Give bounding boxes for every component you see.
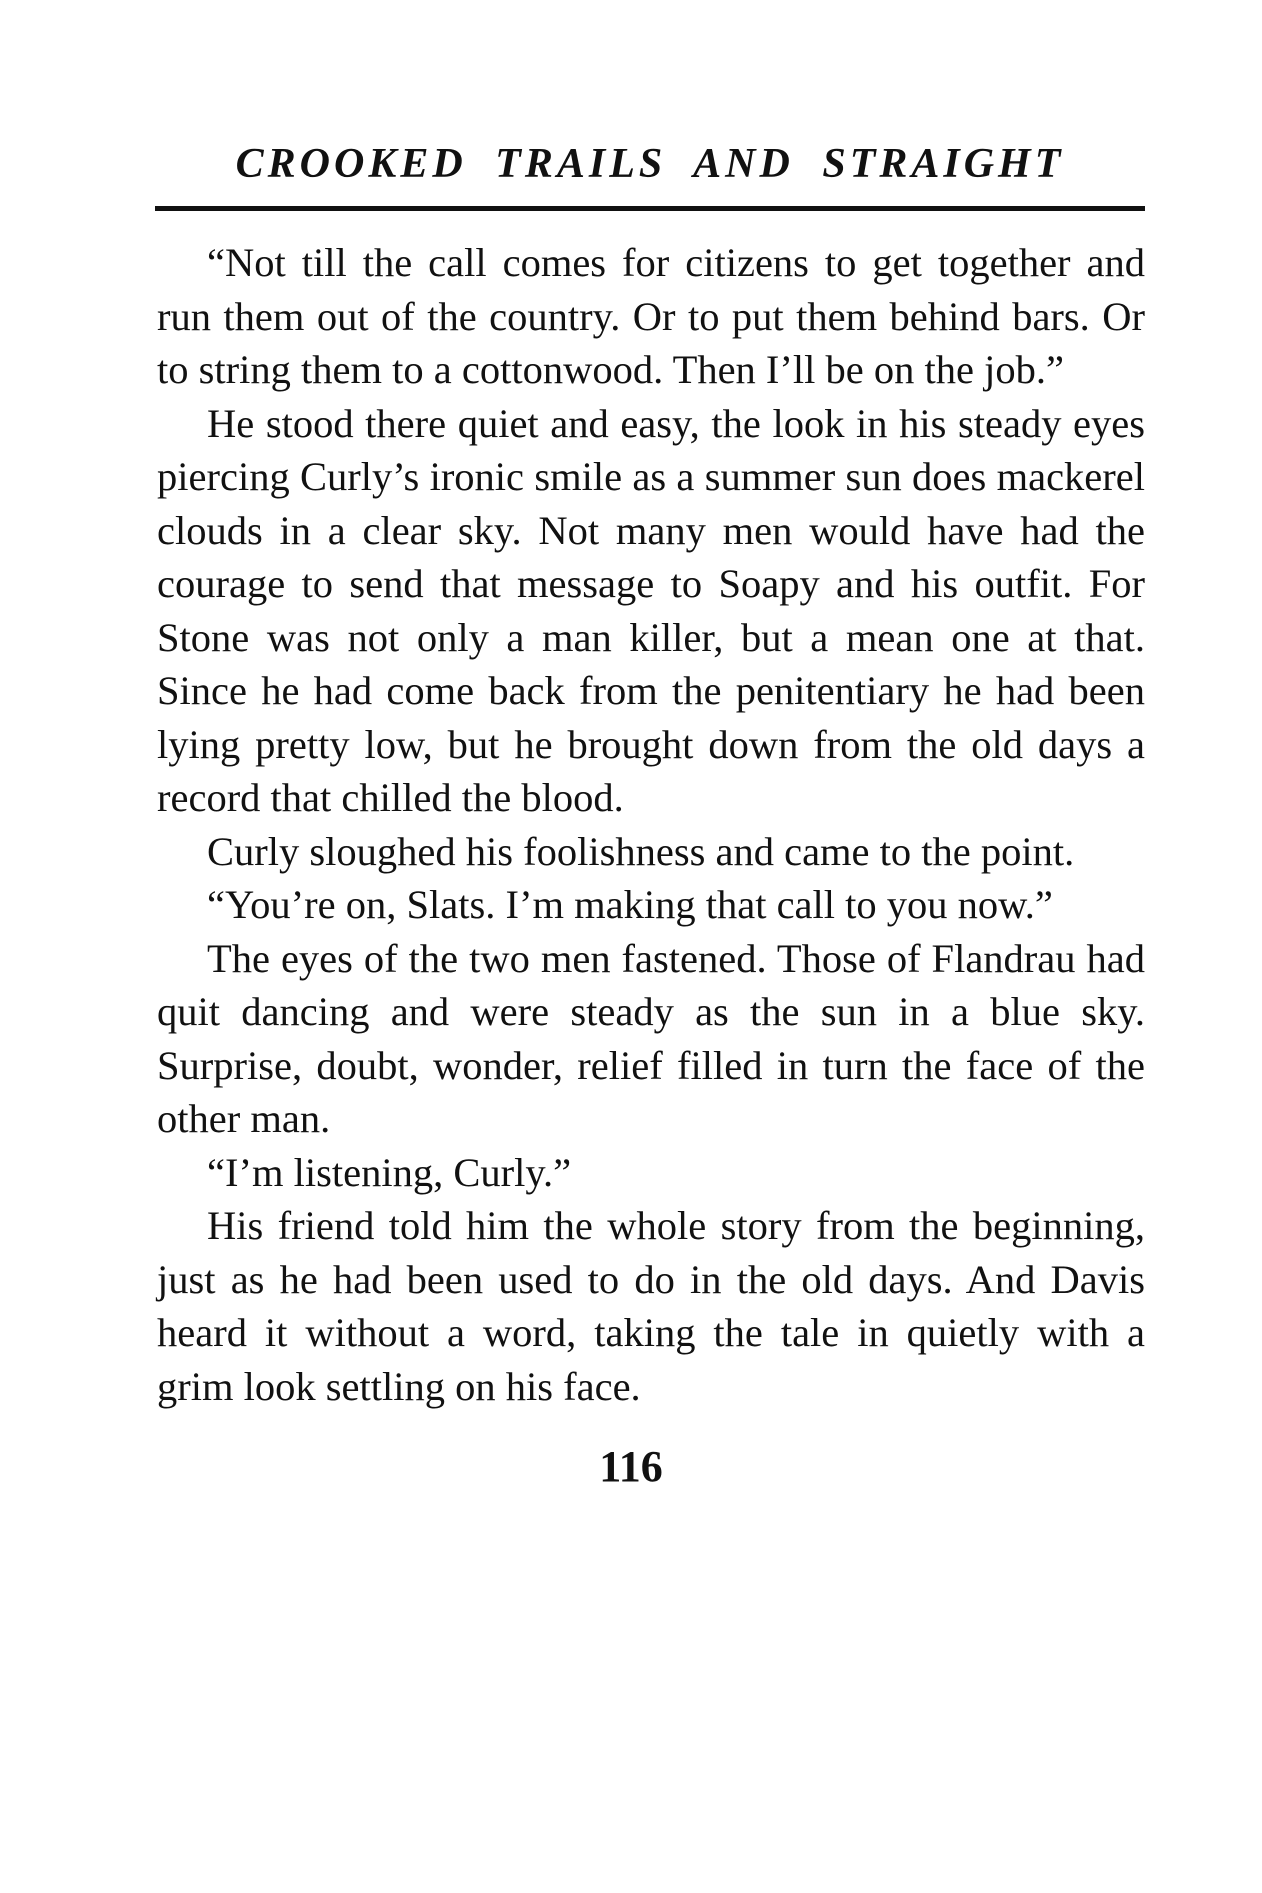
body-text: [157, 236, 1145, 1413]
paragraph-6: “I’m listening, Curly.”: [207, 1149, 572, 1195]
paragraph-3: Curly sloughed his foolishness and came to the point.: [207, 828, 1075, 874]
running-head-title: CROOKED TRAILS AND STRAIGHT: [235, 141, 1065, 187]
paragraph-7: His friend told him the whole story from the beginning, just as he had been used to do in the old days. And Davis heard it without a word, taking the tale in quietly with a grim look settling on his face.: [157, 1203, 1145, 1409]
paragraph-5: The eyes of the two men fastened. Those of Flandrau had quit dancing and were steady as the sun in a blue sky. Surprise, doubt, wonder, relief filled in turn the face of the other man.: [157, 935, 1145, 1141]
header-rule: [155, 206, 1145, 211]
paragraph-2: He stood there quiet and easy, the look in his steady eyes piercing Curly’s ironic smile as a summer sun does mackerel clouds in a clear sky. Not many men would have had the courage to send that message to Soapy and his outfit. For Stone was not only a man killer, but a mean one at that. Since he had come back from the penitentiary he had been lying pretty low, but he brought down from the old days a record that chilled the blood.: [157, 400, 1145, 820]
page-number: 116: [599, 1442, 663, 1491]
paragraph-4: “You’re on, Slats. I’m making that call to you now.”: [207, 882, 1053, 927]
paragraph-1: “Not till the call comes for citizens to get together and run them out of the country. Or to put them behind bars. Or to string them to a cottonwood. Then I’ll be on the job.”: [157, 240, 1145, 392]
